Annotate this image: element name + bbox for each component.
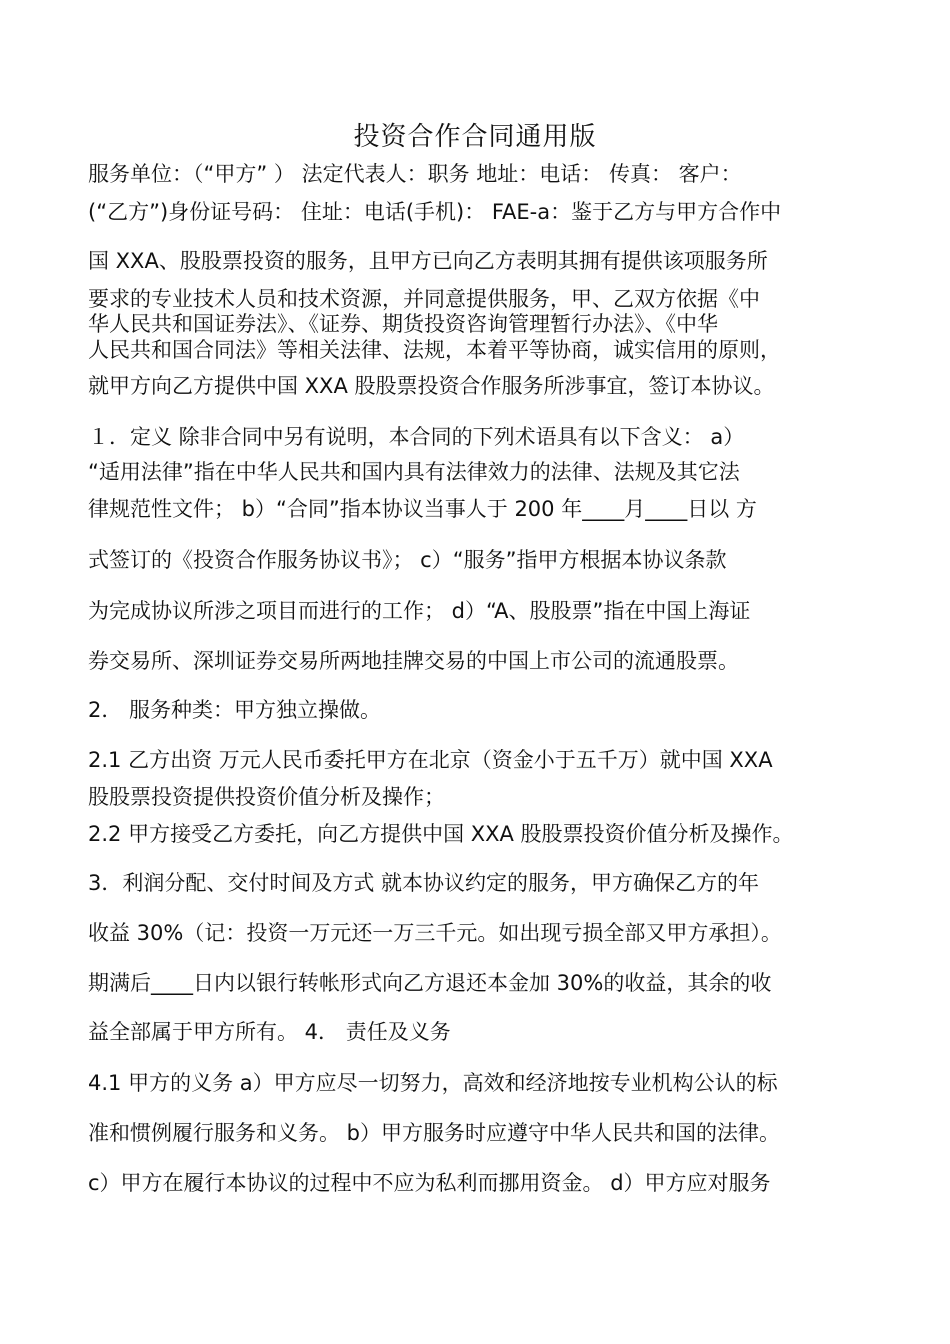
body-line: 益全部属于甲方所有。 4． 责任及义务: [88, 1020, 451, 1044]
body-line: １．定义 除非合同中另有说明，本合同的下列术语具有以下含义： a）: [88, 425, 745, 449]
body-line: c）甲方在履行本协议的过程中不应为私利而挪用资金。 d）甲方应对服务: [88, 1171, 771, 1195]
body-line: 2.2 甲方接受乙方委托，向乙方提供中国 XXA 股股票投资价值分析及操作。: [88, 822, 794, 846]
body-line: 国 XXA、股股票投资的服务，且甲方已向乙方表明其拥有提供该项服务所: [88, 249, 768, 273]
body-line: (“乙方”)身份证号码： 住址：电话(手机)： FAE-a：鉴于乙方与甲方合作中: [88, 200, 782, 224]
body-line: 服务单位：（“甲方” ） 法定代表人：职务 地址：电话： 传真： 客户：: [88, 162, 742, 186]
body-line: 2． 服务种类：甲方独立操做。: [88, 698, 382, 722]
document-title: 投资合作合同通用版: [353, 122, 597, 152]
body-line: 4.1 甲方的义务 a）甲方应尽一切努力，高效和经济地按专业机构公认的标: [88, 1071, 778, 1095]
body-line: 就甲方向乙方提供中国 XXA 股股票投资合作服务所涉事宜，签订本协议。: [88, 374, 775, 398]
body-line: 律规范性文件； b）“合同”指本协议当事人于 200 年____月____日以 方: [88, 497, 757, 521]
body-line: 股股票投资提供投资价值分析及操作；: [88, 785, 445, 809]
body-line: “适用法律”指在中华人民共和国内具有法律效力的法律、法规及其它法: [88, 460, 740, 484]
body-line: 要求的专业技术人员和技术资源，并同意提供服务，甲、乙双方依据《中: [88, 287, 760, 311]
body-line: 准和惯例履行服务和义务。 b）甲方服务时应遵守中华人民共和国的法律。: [88, 1121, 781, 1145]
body-line: 期满后____日内以银行转帐形式向乙方退还本金加 30%的收益，其余的收: [88, 971, 772, 995]
body-line: 收益 30%（记：投资一万元还一万三千元。如出现亏损全部又甲方承担）。: [88, 921, 782, 945]
body-line: 为完成协议所涉之项目而进行的工作； d）“A、股股票”指在中国上海证: [88, 599, 751, 623]
body-line: 券交易所、深圳证券交易所两地挂牌交易的中国上市公司的流通股票。: [88, 649, 739, 673]
body-line: 3．利润分配、交付时间及方式 就本协议约定的服务，甲方确保乙方的年: [88, 871, 760, 895]
body-line: 华人民共和国证券法》、《证券、期货投资咨询管理暂行办法》、《中华: [88, 312, 718, 336]
body-line: 2.1 乙方出资 万元人民币委托甲方在北京（资金小于五千万）就中国 XXA: [88, 748, 773, 772]
body-line: 式签订的《投资合作服务协议书》； c）“服务”指甲方根据本协议条款: [88, 548, 727, 572]
body-line: 人民共和国合同法》等相关法律、法规，本着平等协商，诚实信用的原则，: [88, 338, 781, 362]
